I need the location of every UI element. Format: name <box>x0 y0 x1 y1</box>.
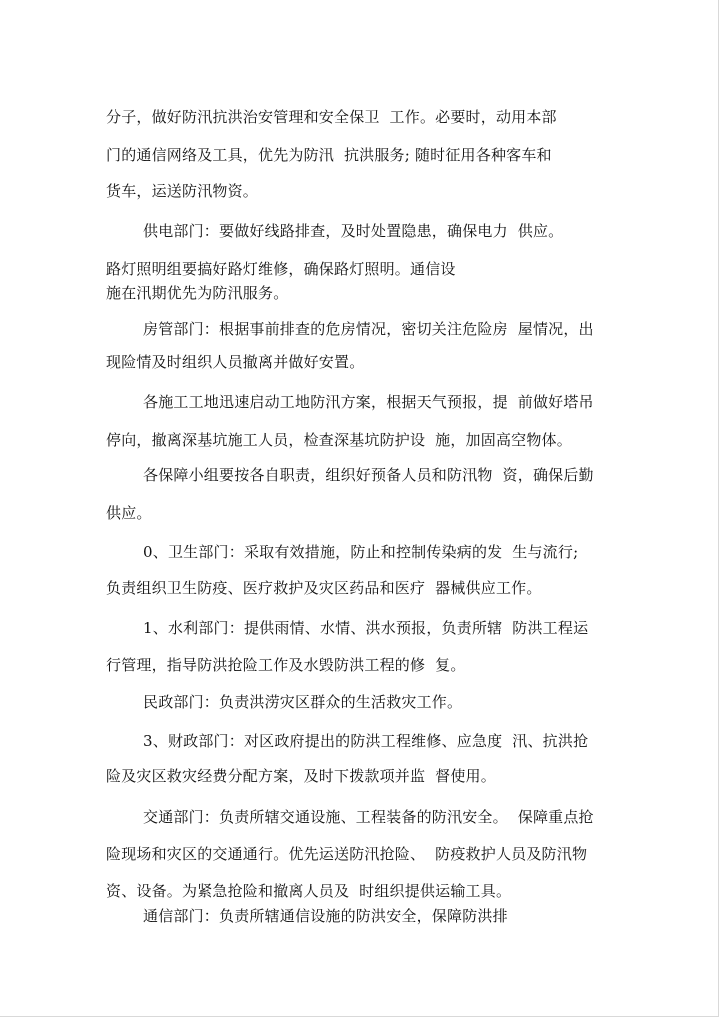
text-line-20: 交通部门：负责所辖交通设施、工程装备的防汛安全。 保障重点抢 <box>143 808 594 826</box>
text-line-22: 资、设备。为紧急抢险和撤离人员及 时组织提供运输工具。 <box>106 882 512 900</box>
text-line-17: 民政部门：负责洪涝灾区群众的生活救灾工作。 <box>143 693 463 711</box>
text-line-23: 通信部门：负责所辖通信设施的防洪安全，保障防洪排 <box>143 907 508 925</box>
text-line-15: 1、水利部门：提供雨情、水情、洪水预报，负责所辖 防洪工程运 <box>143 619 589 637</box>
text-line-9: 各施工工地迅速启动工地防汛方案，根据天气预报，提 前做好塔吊 <box>143 393 594 411</box>
text-line-5: 路灯照明组要搞好路灯维修，确保路灯照明。通信设 <box>106 260 456 278</box>
text-line-11: 各保障小组要按各自职责，组织好预备人员和防汛物 资，确保后勤 <box>143 466 594 484</box>
text-line-14: 负责组织卫生防疫、医疗救护及灾区药品和医疗 器械供应工作。 <box>106 579 542 597</box>
text-line-3: 货车，运送防汛物资。 <box>106 182 259 200</box>
text-line-13: 0、卫生部门：采取有效措施，防止和控制传染病的发 生与流行; <box>143 543 579 561</box>
text-line-18: 3、财政部门：对区政府提出的防洪工程维修、应急度 汛、抗洪抢 <box>143 732 589 750</box>
text-line-10: 停向，撤离深基坑施工人员，检查深基坑防护设 施，加固高空物体。 <box>106 431 572 449</box>
text-line-6: 施在汛期优先为防汛服务。 <box>106 284 289 302</box>
text-line-21: 险现场和灾区的交通通行。优先运送防汛抢险、 防疫救护人员及防汛物 <box>106 845 588 863</box>
text-line-2: 门的通信网络及工具，优先为防汛 抗洪服务; 随时征用各种客车和 <box>106 146 552 164</box>
text-line-4: 供电部门：要做好线路排查，及时处置隐患，确保电力 供应。 <box>143 222 564 240</box>
text-line-7: 房管部门：根据事前排查的危房情况，密切关注危险房 屋情况，出 <box>143 320 594 338</box>
text-line-1: 分子，做好防汛抗洪治安管理和安全保卫 工作。必要时，动用本部 <box>106 108 557 126</box>
text-line-12: 供应。 <box>106 504 152 522</box>
text-line-16: 行管理，指导防洪抢险工作及水毁防洪工程的修 复。 <box>106 656 466 674</box>
text-line-19: 险及灾区救灾经费分配方案，及时下拨款项并监 督使用。 <box>106 767 496 785</box>
text-line-8: 现险情及时组织人员撤离并做好安置。 <box>106 353 365 371</box>
